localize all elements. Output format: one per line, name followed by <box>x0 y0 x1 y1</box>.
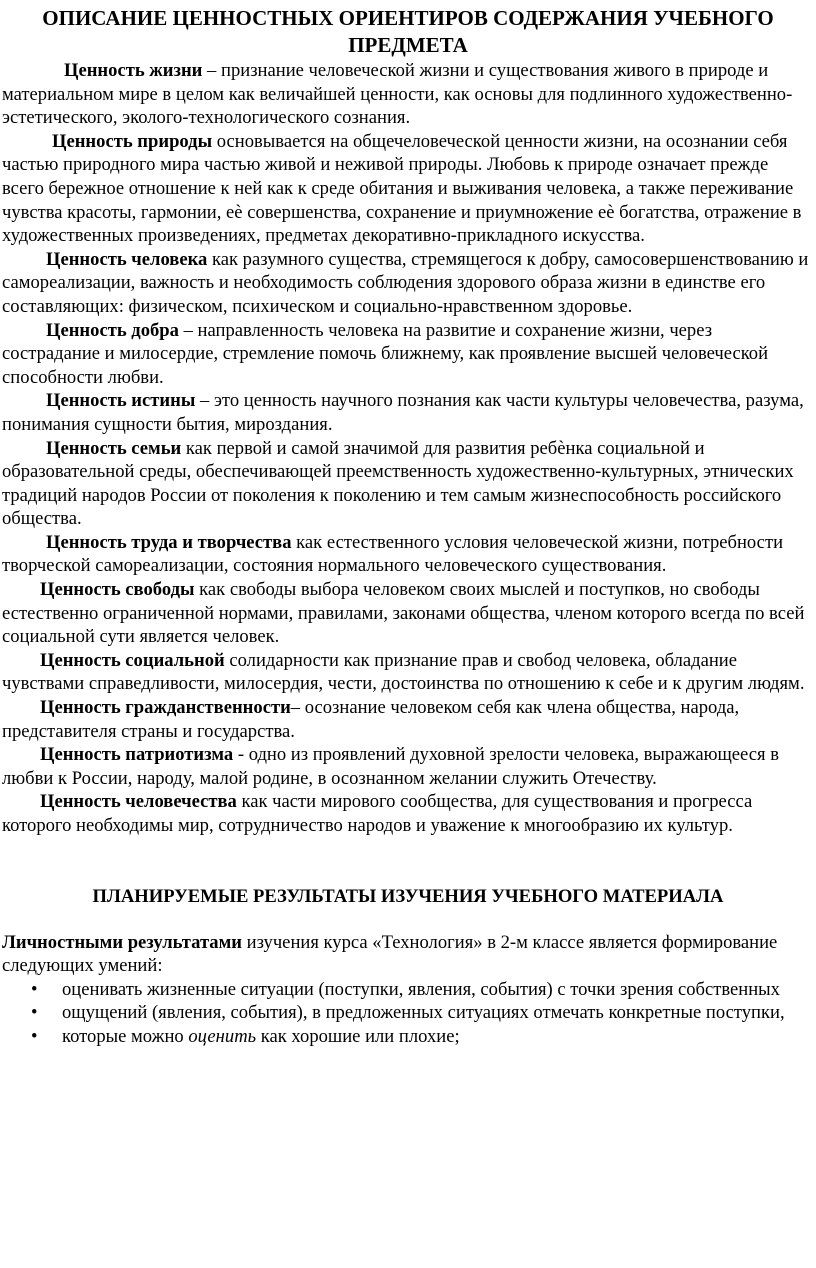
value-lead: Ценность человека <box>46 248 208 270</box>
results-intro-text: изучения курса «Технология» в 2-м классе является формирование следующих умений: <box>2 931 778 977</box>
bullet-icon: • <box>31 1002 38 1024</box>
value-text: – это ценность научного познания как части культуры человечества, разума, понимания сущности бытия, мироздания. <box>2 390 804 435</box>
value-paragraph-family <box>2 437 814 531</box>
page-title: ОПИСАНИЕ ЦЕННОСТНЫХ ОРИЕНТИРОВ СОДЕРЖАНИЯ УЧЕБНОГО ПРЕДМЕТА <box>42 6 774 57</box>
list-item <box>2 1025 814 1049</box>
value-text: как разумного существа, стремящегося к добру, самосовершенствованию и самореализации, важность и необходимость соблюдения здорового образа жизни в единстве его составляющих: физическом, психическом и социально-нравственном здоровье. <box>2 248 809 317</box>
value-paragraph-truth <box>2 389 814 436</box>
value-lead: Ценность патриотизма <box>40 744 234 766</box>
value-lead: Ценность свободы <box>40 579 195 601</box>
list-item-text: которые можно <box>62 1025 189 1047</box>
section-heading: ПЛАНИРУЕМЫЕ РЕЗУЛЬТАТЫ ИЗУЧЕНИЯ УЧЕБНОГО МАТЕРИАЛА <box>92 885 724 907</box>
value-lead: Ценность человечества <box>40 791 237 813</box>
section-gap <box>2 909 816 931</box>
value-paragraph-human <box>2 248 814 319</box>
value-paragraph-citizenship <box>2 696 814 743</box>
value-lead: Ценность труда и творчества <box>46 531 292 553</box>
value-lead: Ценность природы <box>52 130 213 152</box>
value-text: как свободы выбора человеком своих мыслей и поступков, но свободы естественно ограниченной нормами, правилами, законами общества, членом которого всегда по всей социальной сути является человек. <box>2 579 805 648</box>
list-item-emphasis: оценить <box>188 1025 257 1047</box>
value-paragraph-labor <box>2 531 814 578</box>
value-lead: Ценность добра <box>46 319 179 341</box>
list-item-text: оценивать жизненные ситуации (поступки, явления, события) с точки зрения собственных <box>62 978 780 1000</box>
value-text: – признание человеческой жизни и существования живого в природе и материальном мире в целом как величайшей ценности, как основы для подлинного художественно-эстетического, эколого-технологического сознания. <box>2 60 793 129</box>
list-item-text: ощущений (явления, события), в предложенных ситуациях отмечать конкретные поступки, <box>62 1002 785 1024</box>
value-text: солидарности как признание прав и свобод человека, обладание чувствами справедливости, милосердия, чести, достоинства по отношению к себе и к другим людям. <box>2 649 805 695</box>
value-text: – осознание человеком себя как члена общества, народа, представителя страны и государства. <box>2 697 740 742</box>
bullet-icon: • <box>31 1025 38 1047</box>
value-lead: Ценность семьи <box>46 437 182 459</box>
list-item <box>2 1001 814 1025</box>
value-lead: Ценность жизни <box>64 60 203 81</box>
value-text: как естественного условия человеческой жизни, потребности творческой самореализации, состояния нормального человеческого существования. <box>2 531 784 577</box>
value-lead: Ценность истины <box>46 390 196 412</box>
value-text: как части мирового сообщества, для существования и прогресса которого необходимы мир, сотрудничество народов и уважение к многообразию их культур. <box>2 791 753 836</box>
value-paragraph-freedom <box>2 578 814 649</box>
value-text: - одно из проявлений духовной зрелости человека, выражающееся в любви к России, народу, малой родине, в осознанном желании служить Отечеству. <box>2 744 779 789</box>
bullet-icon: • <box>31 978 38 1000</box>
value-paragraph-life <box>2 59 814 130</box>
results-intro-lead: Личностными результатами <box>2 931 242 953</box>
value-paragraph-patriotism <box>2 743 814 790</box>
value-paragraph-good <box>2 319 814 390</box>
section-gap <box>2 838 816 885</box>
list-item-text-tail: как хорошие или плохие; <box>256 1025 460 1047</box>
value-lead: Ценность гражданственности <box>40 697 291 719</box>
value-text: основывается на общечеловеческой ценности жизни, на осознании себя частью природного мира частью живой и неживой природы. Любовь к природе означает прежде всего бережное отношение к ней как к среде обитания и выживания человека, а также переживание чувства красоты, гармонии, еѐ совершенства, сохранение и приумножение еѐ богатства, отражение в художественных произведениях, предметах декоративно-прикладного искусства. <box>2 130 802 247</box>
value-text: – направленность человека на развитие и сохранение жизни, через сострадание и милосердие, стремление помочь ближнему, как проявление высшей человеческой способности любви. <box>2 319 769 388</box>
value-paragraph-humanity <box>2 790 814 837</box>
results-intro <box>2 931 814 978</box>
value-paragraph-nature <box>2 130 814 248</box>
value-text: как первой и самой значимой для развития ребѐнка социальной и образовательной среды, обеспечивающей преемственность художественно-культурных, этнических традиций народов России от поколения к поколению и тем самым жизнеспособность российского общества. <box>2 437 794 530</box>
value-paragraph-social <box>2 649 814 696</box>
list-item <box>2 978 814 1002</box>
results-list <box>2 978 816 1049</box>
value-lead: Ценность социальной <box>40 649 225 671</box>
